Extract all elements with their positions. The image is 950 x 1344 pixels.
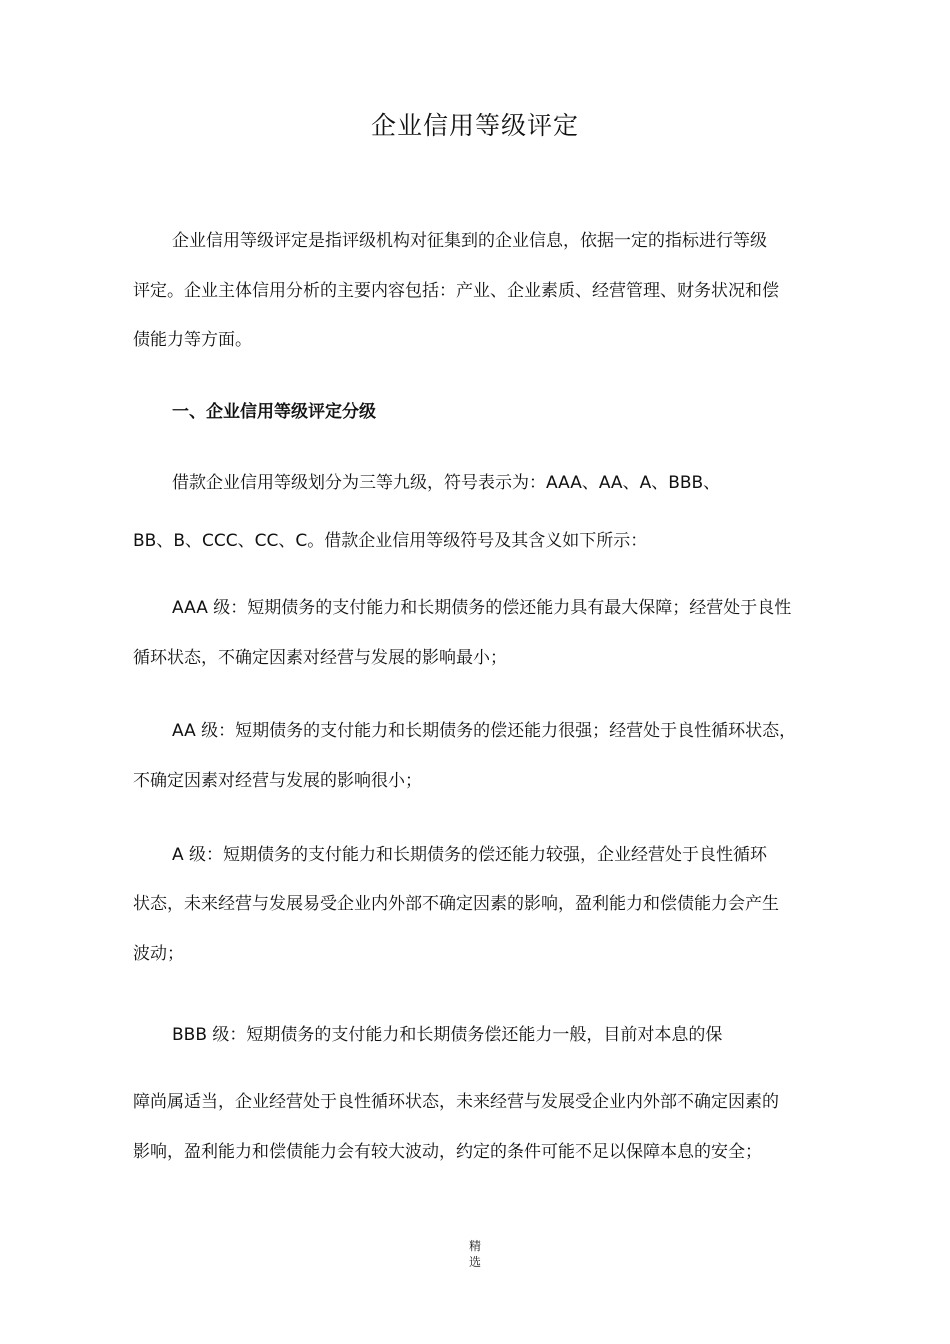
a-line-1: A 级：短期债务的支付能力和长期债务的偿还能力较强，企业经营处于良性循环	[172, 845, 768, 865]
aa-line-1: AA 级：短期债务的支付能力和长期债务的偿还能力很强；经营处于良性循环状态，	[172, 721, 797, 741]
intro-line-1: 企业信用等级评定是指评级机构对征集到的企业信息，依据一定的指标进行等级	[172, 231, 767, 251]
a-line-2: 状态，未来经营与发展易受企业内外部不确定因素的影响，盈利能力和偿债能力会产生	[133, 894, 779, 914]
a-line-3: 波动；	[133, 944, 184, 964]
footer-mark	[0, 1238, 950, 1270]
bbb-line-2: 障尚属适当，企业经营处于良性循环状态，未来经营与发展受企业内外部不确定因素的	[133, 1092, 779, 1112]
grades-line-1: 借款企业信用等级划分为三等九级，符号表示为：AAA、AA、A、BBB、	[172, 473, 721, 493]
intro-line-2: 评定。企业主体信用分析的主要内容包括：产业、企业素质、经营管理、财务状况和偿	[133, 281, 779, 301]
footer-line-2: 选	[468, 1255, 481, 1269]
intro-line-3: 债能力等方面。	[133, 330, 252, 350]
section-heading: 一、企业信用等级评定分级	[172, 402, 376, 422]
document-title: 企业信用等级评定	[370, 111, 579, 140]
aaa-line-1: AAA 级：短期债务的支付能力和长期债务的偿还能力具有最大保障；经营处于良性	[172, 598, 792, 618]
bbb-line-3: 影响，盈利能力和偿债能力会有较大波动，约定的条件可能不足以保障本息的安全；	[133, 1142, 762, 1162]
footer-line-1: 精	[468, 1239, 481, 1253]
aa-line-2: 不确定因素对经营与发展的影响很小；	[133, 771, 422, 791]
bbb-line-1: BBB 级：短期债务的支付能力和长期债务偿还能力一般，目前对本息的保	[172, 1025, 723, 1045]
grades-line-2: BB、B、CCC、CC、C。借款企业信用等级符号及其含义如下所示：	[133, 531, 648, 551]
aaa-line-2: 循环状态，不确定因素对经营与发展的影响最小；	[133, 648, 507, 668]
